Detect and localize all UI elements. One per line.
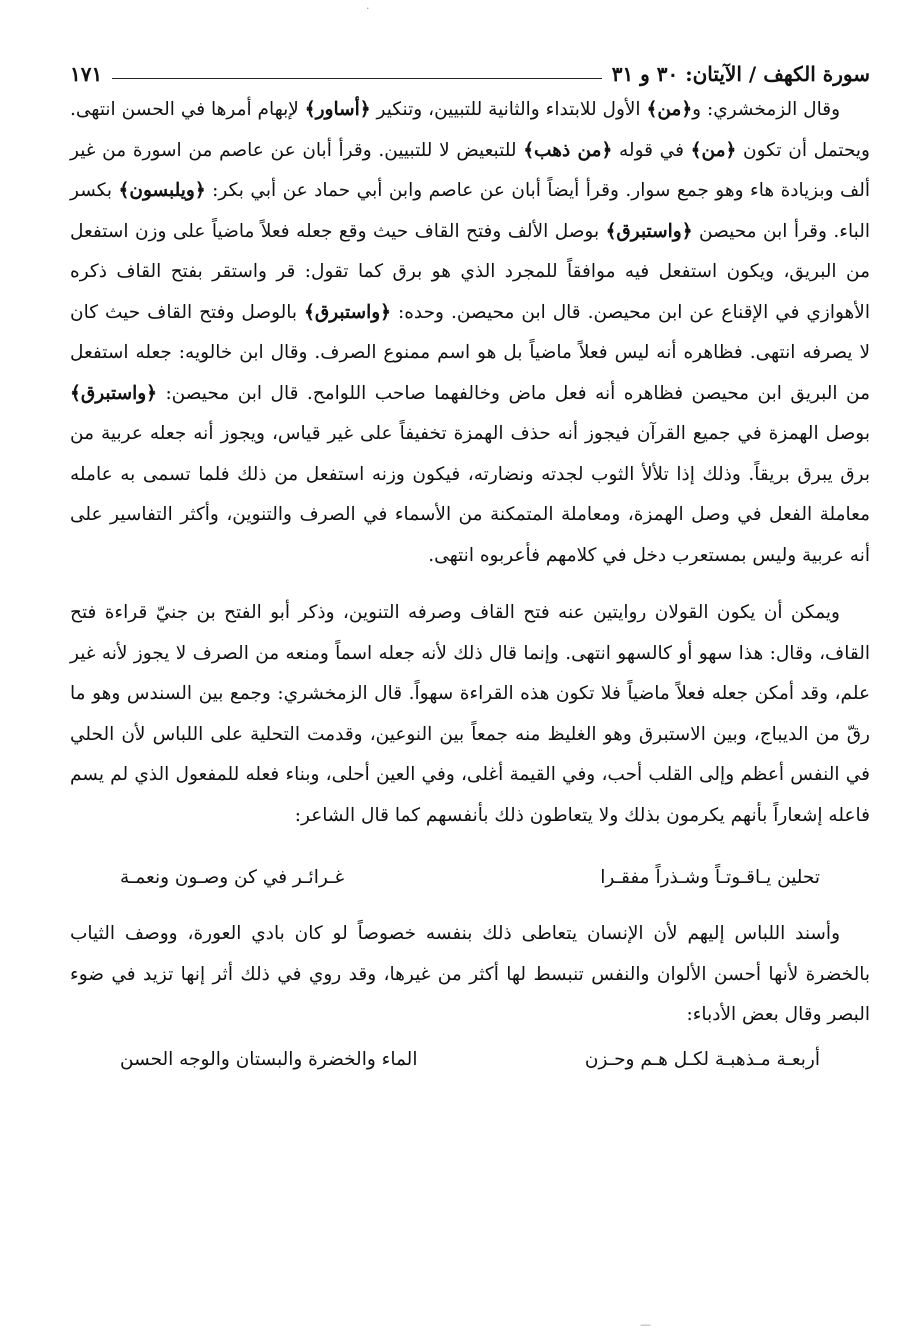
quranic-word: ﴿من﴾: [690, 139, 737, 161]
quranic-word: ﴿أساور﴾: [304, 99, 371, 120]
book-page: [70, 52, 870, 1080]
text-run: لإبهام أمرها في الحسن انتهى. ويحتمل أن تكون: [70, 99, 870, 161]
verse-2-second-hemistich: الماء والخضرة والبستان والوجه الحسن: [120, 1048, 418, 1070]
quranic-word: ﴿من ذهب﴾: [523, 139, 613, 161]
page-header: [70, 52, 870, 86]
main-text: [70, 90, 870, 836]
bottom-speck-mark: —: [640, 1318, 651, 1331]
quranic-word: ﴿من﴾: [646, 99, 693, 120]
text-run: الأول للابتداء والثانية للتبيين، وتنكير: [370, 99, 647, 120]
verse-1-first-hemistich: تحلين يـاقـوتـاً وشـذراً مفقـرا: [600, 867, 820, 888]
text-run: بالوصل وفتح القاف حيث كان لا يصرفه انتهى. فظاهره أنه ليس فعلاً ماضياً بل هو اسم ممنوع الصرف. وقال ابن خالويه: جعله استفعل من البريق ابن محيصن فظاهره أنه فعل ماض وخالفهما صاحب اللوامح. قال ابن محيصن:: [70, 301, 870, 404]
quranic-word: ﴿ويلبسون﴾: [118, 180, 206, 201]
quranic-word: ﴿واستبرق﴾: [304, 301, 391, 323]
text-run: في قوله: [612, 139, 691, 161]
text-run: بكسر الباء. وقرأ ابن محيصن: [70, 180, 870, 242]
quranic-word: ﴿واستبرق﴾: [70, 382, 157, 404]
poetry-verse-2: [120, 1040, 820, 1080]
top-speck-mark: ·: [366, 2, 370, 15]
paragraph-2: ويمكن أن يكون القولان روايتين عنه فتح القاف وصرفه التنوين، وذكر أبو الفتح بن جنيّ قراءة فتح القاف، وقال: هذا سهو أو كالسهو انتهى. وإنما قال ذلك لأنه جعله اسماً ومنعه من الصرف لا يجوز لأنه غير علم، وقد أمكن جعله فعلاً ماضياً فلا تكون هذه القراءة سهواً. قال الزمخشري: وجمع بين السندس وهو ما رقّ من الديباج، وبين الاستبرق وهو الغليظ منه جمعاً بين النوعين، وقدمت التحلية على اللباس لأن الحلي في النفس أعظم وإلى القلب أحب، وفي القيمة أغلى، وفي العين أحلى، وبناء فعله للمفعول الذي لم يسم فاعله إشعاراً بأنهم يكرمون بذلك ولا يتعاطون ذلك بأنفسهم كما قال الشاعر:: [70, 602, 870, 826]
text-run: وقال الزمخشري: و: [692, 99, 841, 120]
text-run: بوصل الهمزة في جميع القرآن فيجوز أنه حذف الهمزة تخفيفاً على غير قياس، ويجوز أنه جعله عربية من برق يبرق بريقاً. وذلك إذا تلألأ الثوب لجدته ونضارته، فيكون وزنه استفعل من ذلك فلما تسمى به عامله معاملة الفعل في وصل الهمزة، ومعاملة المتمكنة من الأسماء في الصرف والتنوين، وأكثر التفاسير على أنه عربية وليس بمستعرب دخل في كلامهم فأعربوه انتهى.: [70, 423, 870, 566]
text-run: للتبعيض لا للتبيين. وقرأ أبان عن عاصم من اسورة من غير ألف وبزيادة هاء وهو جمع سوار. وقرأ أيضاً أبان عن عاصم وابن أبي حماد عن أبي بكر:: [70, 139, 870, 201]
verse-2-first-hemistich: أربعـة مـذهبـة لكـل هـم وحـزن: [584, 1048, 820, 1070]
poetry-verse-1: [120, 858, 820, 898]
paragraph-1: [70, 90, 870, 576]
quranic-word: ﴿واستبرق﴾: [605, 220, 693, 242]
main-text-continued: [70, 914, 870, 1036]
verse-1-second-hemistich: غـرائـر في كن وصـون ونعمـة: [120, 867, 345, 888]
text-run: بوصل الألف وفتح القاف حيث وقع جعله فعلاً ماضياً على وزن استفعل من البريق، ويكون استفعل فيه موافقاً للمجرد الذي هو برق كما تقول: قر واستقر بفتح القاف ذكره الأهوازي في الإقناع عن ابن محيصن. قال ابن محيصن. وحده:: [70, 220, 870, 323]
running-title: سورة الكهف / الآيتان: ٣٠ و ٣١: [611, 62, 870, 86]
page-number: ١٧١: [70, 62, 103, 86]
header-rule: [112, 78, 601, 79]
paragraph-3: وأسند اللباس إليهم لأن الإنسان يتعاطى ذلك بنفسه خصوصاً لو كان بادي العورة، ووصف الثياب بالخضرة لأنها أحسن الألوان والنفس تنبسط لها أكثر من غيرها، وقد روي في ذلك أثر إنها تزيد في ضوء البصر وقال بعض الأدباء:: [70, 923, 870, 1025]
